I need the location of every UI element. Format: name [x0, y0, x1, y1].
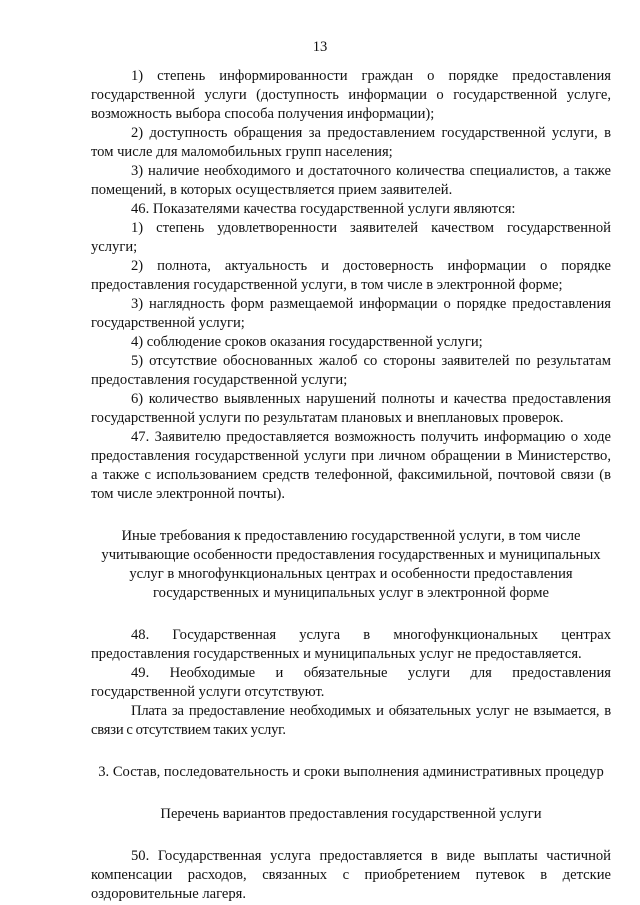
paragraph-46-quality-indicators: 46. Показателями качества государственной услуги являются:	[131, 201, 516, 217]
paragraph-48-mfc: 48. Государственная услуга в многофункциональных центрах предоставления государственных и муниципальных услуг не предоставляется.	[91, 627, 611, 662]
page-number: 13	[312, 39, 328, 55]
paragraph-item-3-specialists: 3) наличие необходимого и достаточного количества специалистов, а также помещений, в которых осуществляется прием заявителей.	[91, 163, 611, 198]
heading-section-3: 3. Состав, последовательность и сроки выполнения административных процедур	[98, 764, 604, 780]
paragraph-item-5-complaints: 5) отсутствие обоснованных жалоб со стороны заявителей по результатам предоставления государственной услуги;	[91, 353, 611, 388]
paragraph-item-3-visibility: 3) наглядность форм размещаемой информации о порядке предоставления государственной услуги;	[91, 296, 611, 331]
paragraph-item-2-completeness: 2) полнота, актуальность и достоверность информации о порядке предоставления государственной услуги, в том числе в электронной форме;	[91, 258, 611, 293]
page-content	[91, 67, 611, 904]
paragraph-item-4-deadlines: 4) соблюдение сроков оказания государственной услуги;	[131, 334, 483, 350]
paragraph-fee: Плата за предоставление необходимых и обязательных услуг не взымается, в связи с отсутствием таких услуг.	[91, 703, 611, 738]
paragraph-item-1-informedness: 1) степень информированности граждан о порядке предоставления государственной услуги (доступность информации о государственной услуге, возможность выбора способа получения информации);	[91, 68, 611, 122]
paragraph-item-1-satisfaction: 1) степень удовлетворенности заявителей качеством государственной услуги;	[91, 220, 611, 255]
paragraph-49-mandatory-services: 49. Необходимые и обязательные услуги для предоставления государственной услуги отсутствуют.	[91, 665, 611, 700]
paragraph-50-service-form: 50. Государственная услуга предоставляется в виде выплаты частичной компенсации расходов, связанных с приобретением путевок в детские оздоровительные лагеря.	[91, 848, 611, 902]
heading-variants: Перечень вариантов предоставления государственной услуги	[160, 806, 542, 822]
paragraph-item-6-violations: 6) количество выявленных нарушений полноты и качества предоставления государственной услуги по результатам плановых и внеплановых проверок.	[91, 391, 611, 426]
heading-other-requirements: Иные требования к предоставлению государственной услуги, в том числе учитывающие особенности предоставления государственных и муниципальных услуг в многофункциональных центрах и особенности предоставления государственных и муниципальных услуг в электронной форме	[101, 528, 601, 601]
paragraph-item-2-accessibility: 2) доступность обращения за предоставлением государственной услуги, в том числе для маломобильных групп населения;	[91, 125, 611, 160]
paragraph-47-progress-info: 47. Заявителю предоставляется возможность получить информацию о ходе предоставления государственной услуги при личном обращении в Министерство, а также с использованием средств телефонной, факсимильной, почтовой связи (в том числе электронной почты).	[91, 429, 611, 502]
